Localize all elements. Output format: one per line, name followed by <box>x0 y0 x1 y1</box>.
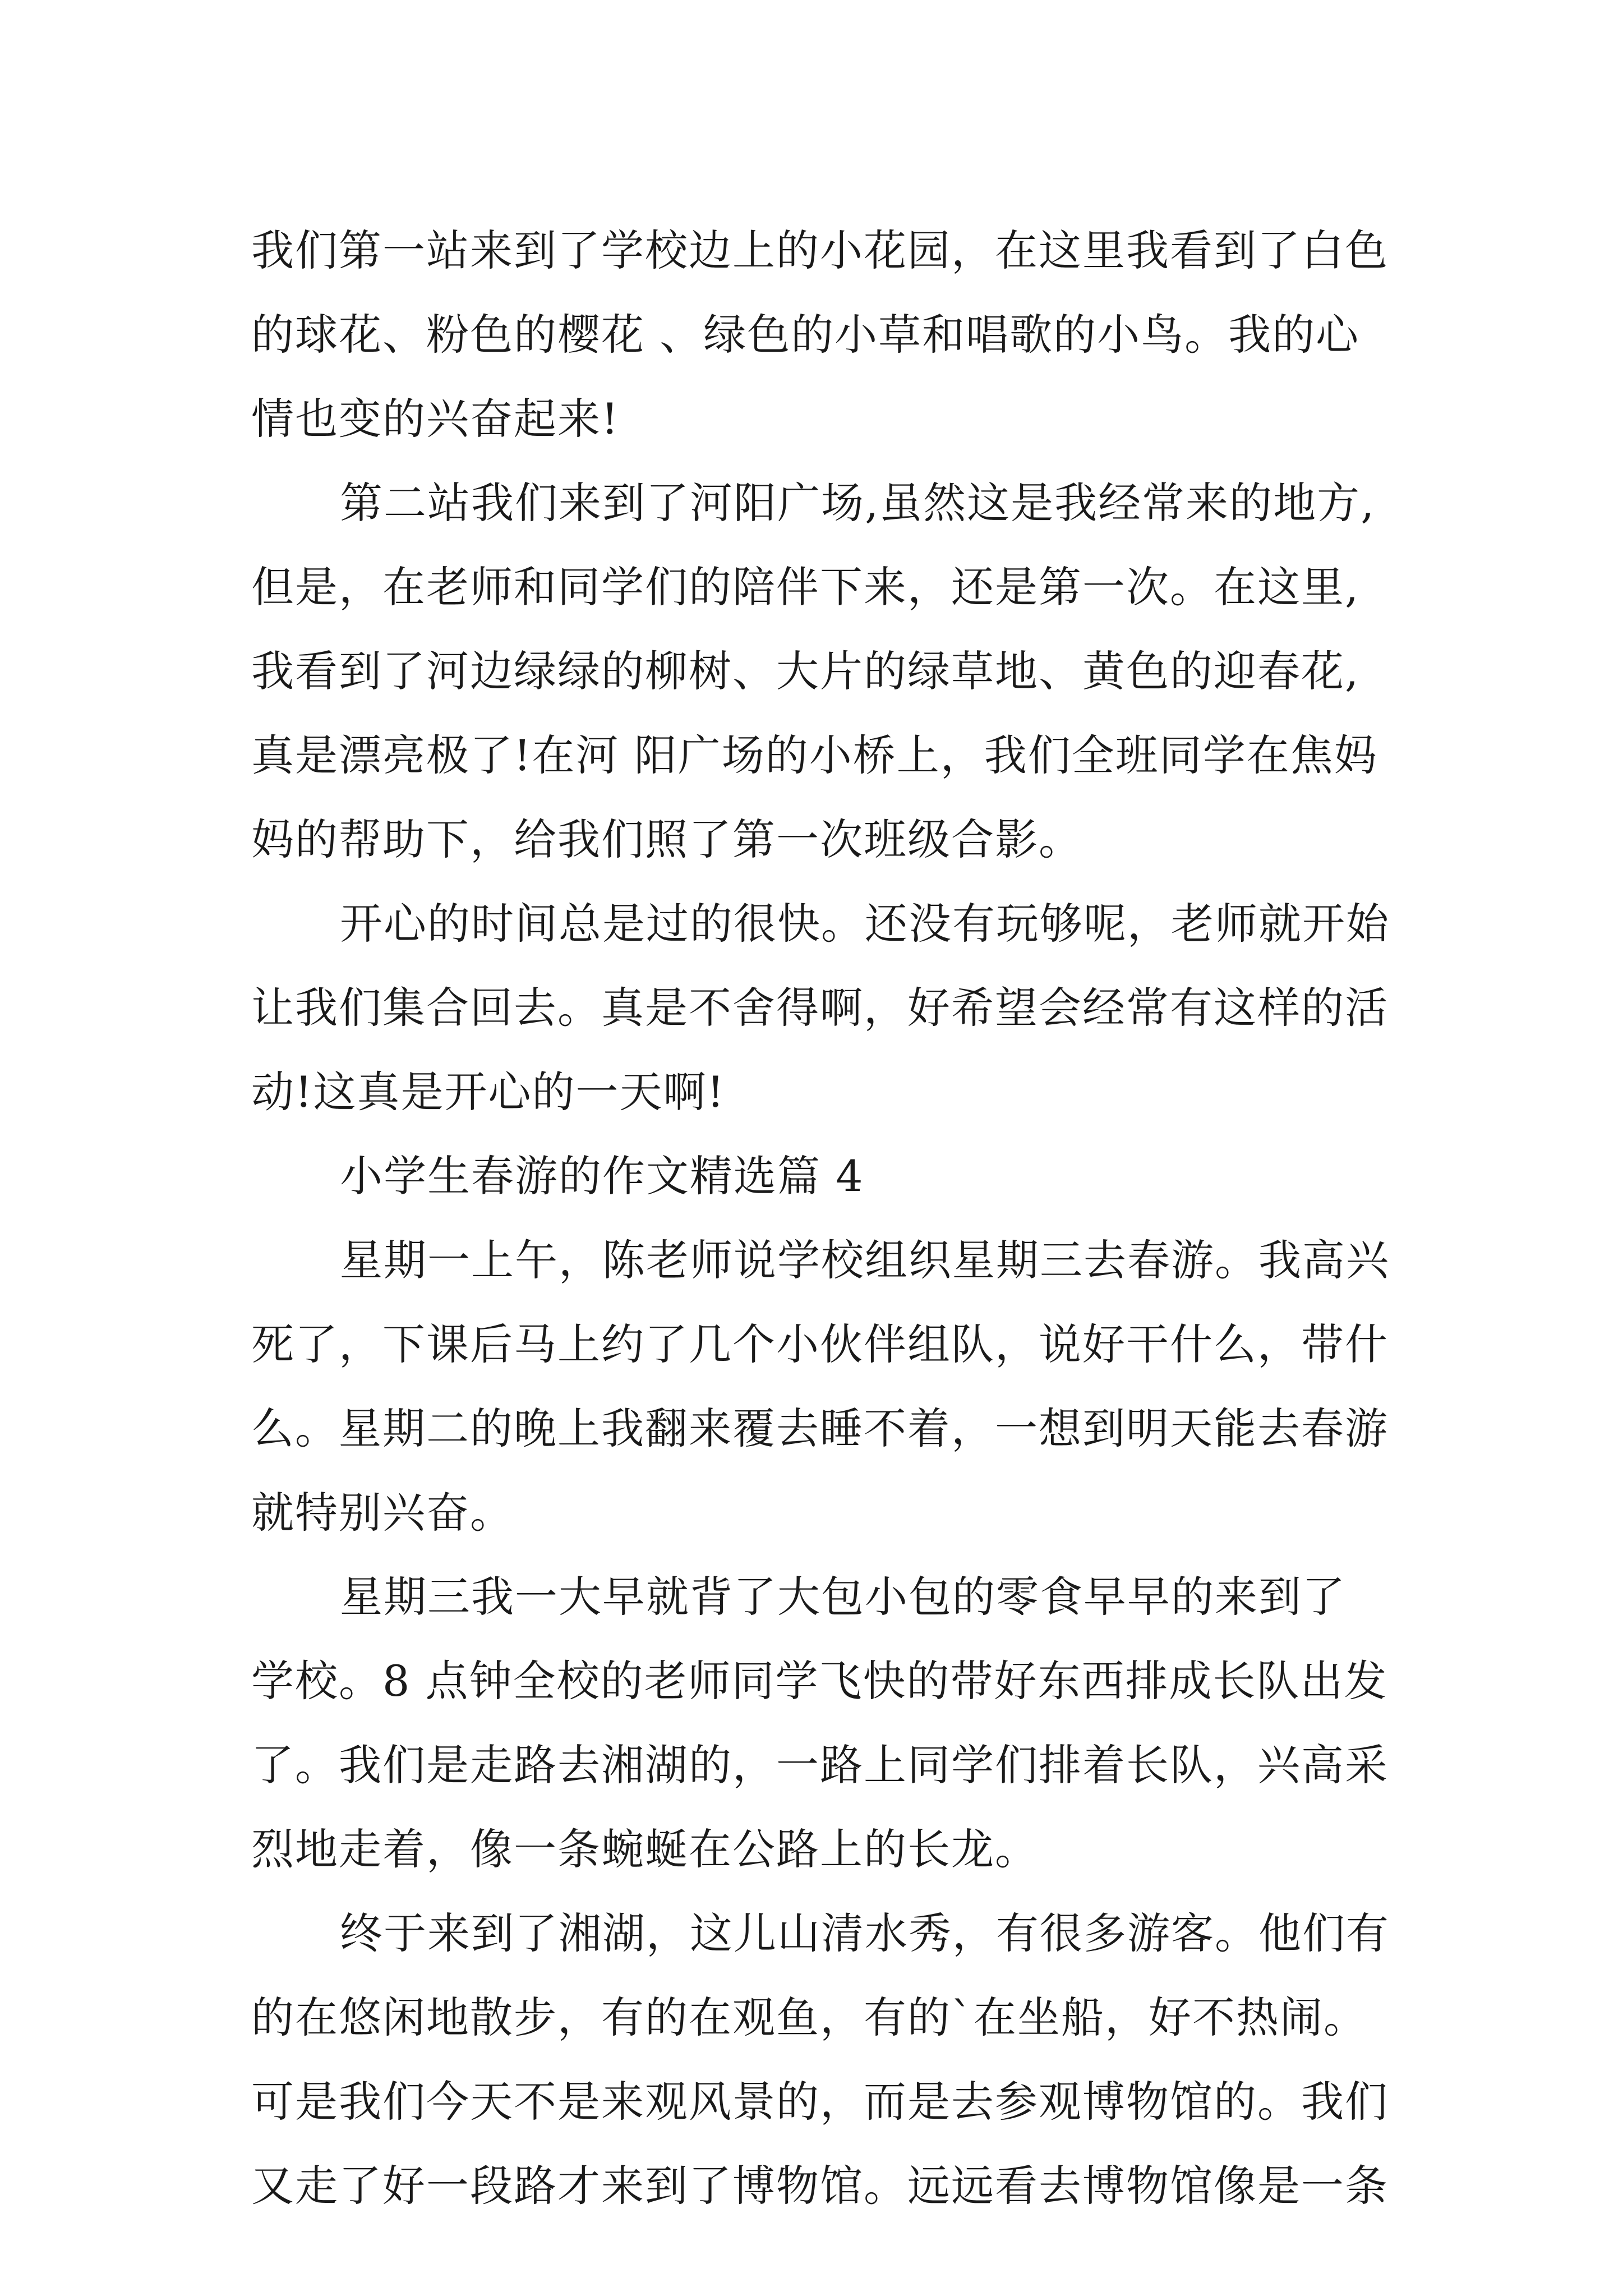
text-line: 让我们集合回去。真是不舍得啊，好希望会经常有这样的活 <box>251 983 1389 1033</box>
text-line: 动!这真是开心的一天啊! <box>251 1067 726 1117</box>
text-line: 可是我们今天不是来观风景的，而是去参观博物馆的。我们 <box>251 2077 1389 2127</box>
text-line: 就特别兴奋。 <box>251 1488 514 1538</box>
text-line: 又走了好一段路才来到了博物馆。远远看去博物馆像是一条 <box>251 2161 1389 2211</box>
text-line: 的在悠闲地散步，有的在观鱼，有的`在坐船，好不热闹。 <box>251 1993 1367 2042</box>
text-line: 我们第一站来到了学校边上的小花园，在这里我看到了白色 <box>251 226 1389 275</box>
text-line: 学校。8 点钟全校的老师同学飞快的带好东西排成长队出发 <box>251 1656 1388 1706</box>
text-line: 妈的帮助下，给我们照了第一次班级合影。 <box>251 815 1082 864</box>
text-line: 么。星期二的晚上我翻来覆去睡不着，一想到明天能去春游 <box>251 1404 1389 1453</box>
text-line: 情也变的兴奋起来! <box>251 394 620 444</box>
text-line: 的球花、粉色的樱花 、绿色的小草和唱歌的小鸟。我的心 <box>251 310 1360 360</box>
text-line: 星期一上午，陈老师说学校组织星期三去春游。我高兴 <box>340 1235 1390 1285</box>
text-line: 我看到了河边绿绿的柳树、大片的绿草地、黄色的迎春花, <box>251 646 1360 696</box>
text-line: 烈地走着，像一条蜿蜒在公路上的长龙。 <box>251 1824 1039 1874</box>
text-line: 真是漂亮极了!在河 阳广场的小桥上，我们全班同学在焦妈 <box>251 730 1378 780</box>
section-heading: 小学生春游的作文精选篇 4 <box>340 1151 864 1201</box>
text-line: 死了，下课后马上约了几个小伙伴组队，说好干什么，带什 <box>251 1319 1389 1369</box>
text-line: 但是，在老师和同学们的陪伴下来，还是第一次。在这里, <box>251 562 1360 612</box>
document-body <box>251 209 1390 2228</box>
text-line: 终于来到了湘湖，这儿山清水秀，有很多游客。他们有 <box>340 1908 1390 1958</box>
text-line: 开心的时间总是过的很快。还没有玩够呢，老师就开始 <box>340 899 1390 949</box>
text-line: 星期三我一大早就背了大包小包的零食早早的来到了 <box>340 1572 1346 1622</box>
text-line: 第二站我们来到了河阳广场,虽然这是我经常来的地方, <box>340 478 1376 528</box>
text-line: 了。我们是走路去湘湖的，一路上同学们排着长队，兴高采 <box>251 1740 1389 1790</box>
